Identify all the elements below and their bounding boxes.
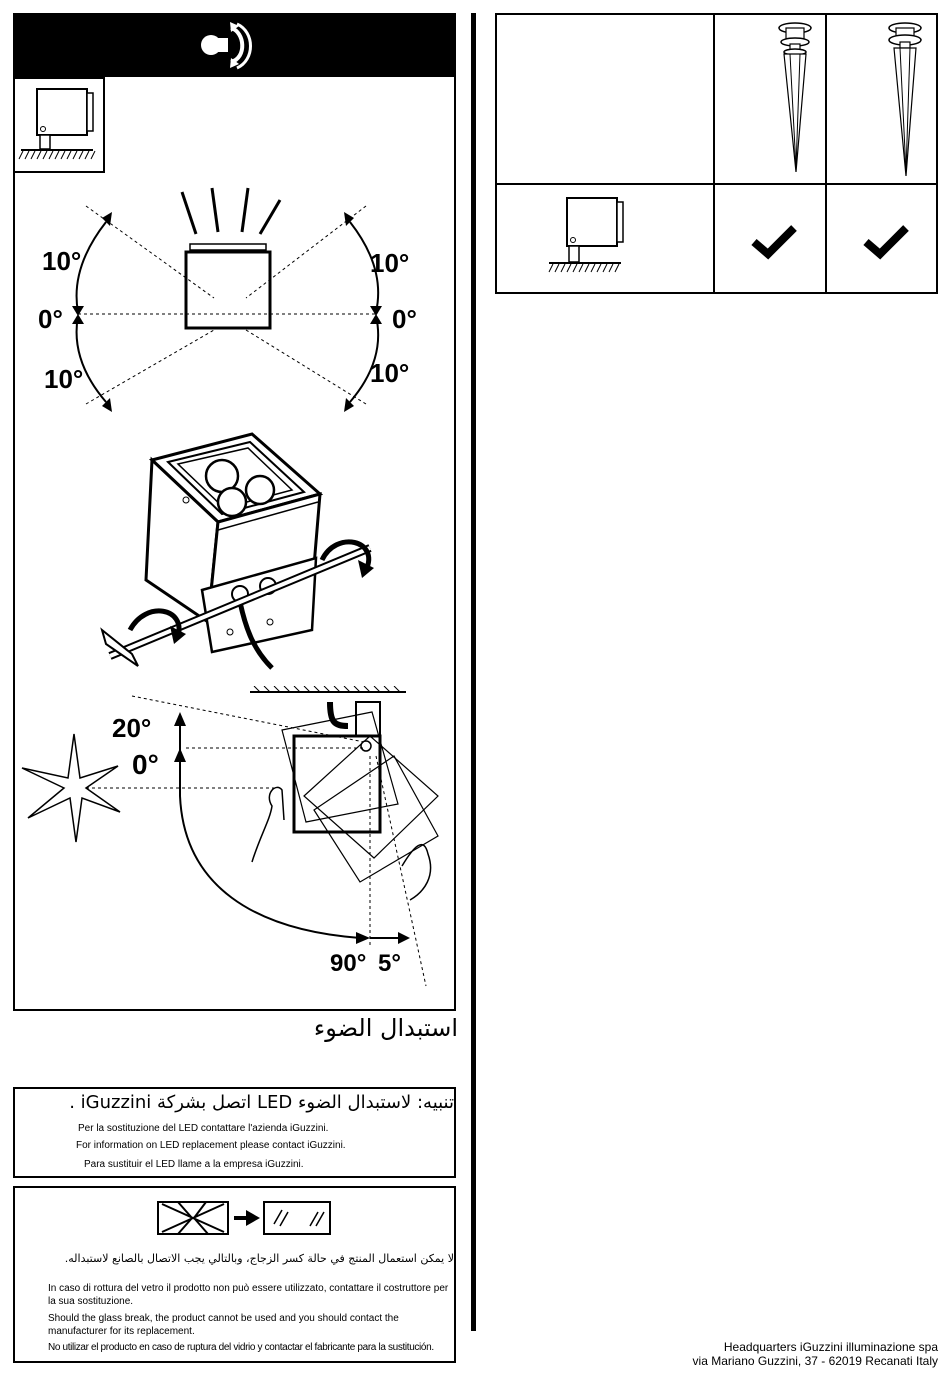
table-col-line-1: [713, 13, 715, 294]
glass-notice-arabic: لا يمكن استعمال المنتج في حالة كسر الزجاج، وبالتالي يجب الاتصال بالصانع لاستبداله.: [64, 1252, 454, 1265]
glass-notice-en: Should the glass break, the product cannot be used and you should contact the manufacturer for its replacement.: [48, 1313, 399, 1337]
arabic-heading: استبدال الضوء: [313, 1014, 458, 1042]
left-angle-mid: 0°: [38, 304, 63, 334]
tilt-angle-top: 20°: [112, 713, 152, 743]
table-row-line: [495, 183, 938, 185]
right-angle-bottom: 10°: [370, 358, 410, 388]
led-notice-it: Per la sostituzione del LED contattare l'azienda iGuzzini.: [78, 1123, 329, 1134]
ground-spike-icon: [770, 18, 820, 178]
right-angle-mid: 0°: [392, 304, 417, 334]
glass-notice-es: No utilizar el producto en caso de ruptura del vidrio y contactar el fabricante para la sustitución.: [48, 1342, 434, 1353]
left-angle-bottom: 10°: [44, 364, 84, 394]
led-notice-es: Para sustituir el LED llame a la empresa iGuzzini.: [84, 1159, 304, 1170]
wall-mount-fixture-icon: [13, 77, 105, 173]
tilt-angle-mid: 0°: [132, 749, 159, 780]
table-fixture-icon: [545, 194, 625, 278]
column-divider: [471, 13, 476, 1331]
checkmark-icon: [750, 222, 798, 260]
fixture-hex-key-diagram: [90, 430, 390, 680]
table-col-line-2: [825, 13, 827, 294]
left-angle-top: 10°: [42, 246, 82, 276]
lamp-rotate-icon: [185, 14, 265, 76]
led-notice-en: For information on LED replacement please contact iGuzzini.: [76, 1140, 346, 1151]
tilt-angle-bottom-right: 5°: [378, 950, 401, 977]
broken-glass-replace-icon: [156, 1196, 332, 1240]
footer-line-1: Headquarters iGuzzini illuminazione spa: [723, 1340, 938, 1354]
footer-line-2: via Mariano Guzzini, 37 - 62019 Recanati Italy: [692, 1354, 938, 1368]
checkmark-icon: [862, 222, 910, 260]
tilt-angle-bottom-left: 90°: [330, 950, 367, 977]
ground-spike-long-icon: [880, 18, 930, 180]
glass-notice-it: In caso di rottura del vetro il prodotto non può essere utilizzato, contattare il costruttore per la sua sostituzione.: [48, 1283, 449, 1307]
right-angle-top: 10°: [370, 248, 410, 278]
led-notice-arabic: تنبيه: لاستبدال الضوء LED اتصل بشركة iGuzzini .: [69, 1092, 454, 1113]
